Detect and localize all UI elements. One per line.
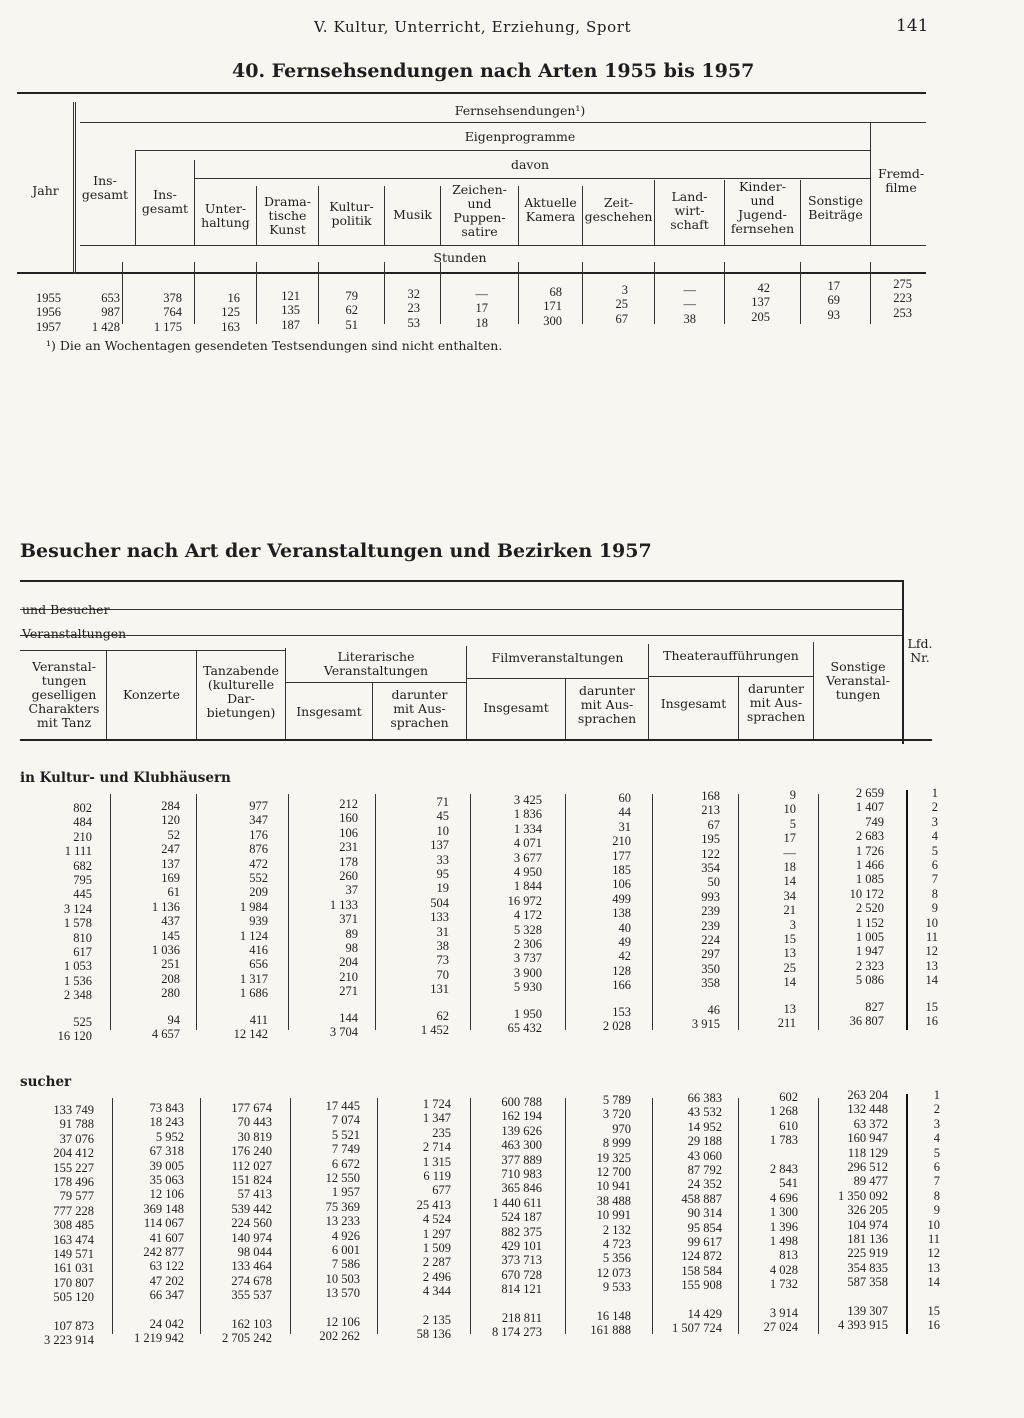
running-title: V. Kultur, Unterricht, Erziehung, Sport xyxy=(314,18,632,36)
col-theater-darunter: darunter mit Aus- sprachen xyxy=(746,681,806,724)
col-film-insgesamt: Insgesamt xyxy=(483,700,549,715)
s1-lfd-nr-totals: 15 16 xyxy=(925,1000,938,1029)
col-aktuelle-kamera: Aktuelle Kamera xyxy=(524,195,577,224)
s1-lit-darunter-totals: 62 1 452 xyxy=(420,1009,449,1038)
grp-theaterauffuehrungen: Theateraufführungen xyxy=(663,648,799,663)
t1-insgesamt-eigen-values: 378 764 1 175 xyxy=(153,291,182,334)
section-besucher: sucher xyxy=(20,1074,72,1090)
s2-konzerte: 73 843 18 243 5 952 67 318 39 005 35 063 12 106 369 148 114 067 41 607 242 877 63 122 47 202 66 347 xyxy=(143,1101,184,1303)
s1-sonstige-totals: 827 36 807 xyxy=(849,1000,884,1029)
t1-aktuelle-values: 68 171 300 xyxy=(543,285,562,328)
col-insgesamt: Ins- gesamt xyxy=(81,173,129,202)
table1-title: 40. Fernsehsendungen nach Arten 1955 bis 1957 xyxy=(232,60,755,82)
col-fremdfilme: Fremd- filme xyxy=(877,166,925,195)
s1-theater-insgesamt: 168 213 67 195 122 354 50 993 239 239 224 297 350 358 xyxy=(701,789,720,991)
col-unterhaltung: Unter- haltung xyxy=(201,201,250,230)
t1-zeichen-values: — 17 18 xyxy=(475,287,488,330)
s2-lfd-nr: 1 2 3 4 5 6 7 8 9 10 11 12 13 14 xyxy=(927,1088,940,1290)
t1-kinder-values: 42 137 205 xyxy=(751,281,770,324)
s2-film-insgesamt: 600 788 162 194 139 626 463 300 377 889 710 983 365 846 1 440 611 524 187 882 375 429 101 373 713 670 728 814 121 xyxy=(492,1095,542,1297)
col-zeitgeschehen: Zeit- geschehen xyxy=(584,195,653,224)
col-insgesamt-eigen: Ins- gesamt xyxy=(141,187,189,216)
col-kulturpolitik: Kultur- politik xyxy=(329,199,374,228)
stunden-header: Stunden xyxy=(433,250,487,265)
t1-kulturpolitik-values: 79 62 51 xyxy=(345,289,358,332)
s2-lit-insgesamt-totals: 12 106 202 262 xyxy=(319,1315,360,1344)
eigenprogramme-header: Eigenprogramme xyxy=(464,129,576,144)
grp-filmveranstaltungen: Filmveranstaltungen xyxy=(491,650,624,665)
col-geselligen-charakters: Veranstal- tungen geselligen Charakters mit Tanz xyxy=(28,659,100,730)
s2-tanzabende: 177 674 70 443 30 819 176 240 112 027 151 824 57 413 539 442 224 560 140 974 98 044 133 464 274 678 355 537 xyxy=(231,1101,272,1303)
s1-tanz-totals: 525 16 120 xyxy=(57,1015,92,1044)
page-number: 141 xyxy=(896,16,929,36)
s2-lfd-nr-totals: 15 16 xyxy=(927,1304,940,1333)
t1-landwirtschaft-values: — — 38 xyxy=(683,283,696,326)
s1-lit-insgesamt: 212 160 106 231 178 260 37 1 133 371 89 98 204 210 271 xyxy=(329,797,358,999)
s1-theater-darunter-totals: 13 211 xyxy=(777,1002,796,1031)
col-sonstige-veranstaltungen: Sonstige Veranstal- tungen xyxy=(826,659,890,702)
s1-theater-darunter: 9 10 5 17 — 18 14 34 21 3 15 13 25 14 xyxy=(783,788,796,990)
col-sonstige-beitraege: Sonstige Beiträge xyxy=(808,193,863,222)
s1-tanzabende-totals: 411 12 142 xyxy=(233,1013,268,1042)
t1-musik-values: 32 23 53 xyxy=(407,287,420,330)
t1-jahr-values: 1955 1956 1957 xyxy=(36,291,61,334)
s2-lit-darunter-totals: 2 135 58 136 xyxy=(416,1313,451,1342)
col-theater-insgesamt: Insgesamt xyxy=(660,696,727,711)
col-musik: Musik xyxy=(393,207,432,222)
s2-tanzabende-totals: 162 103 2 705 242 xyxy=(222,1317,272,1346)
s1-lit-insgesamt-totals: 144 3 704 xyxy=(329,1011,358,1040)
col-tanzabende: Tanzabende (kulturelle Dar- bietungen) xyxy=(203,663,279,720)
col-dramatische-kunst: Drama- tische Kunst xyxy=(264,194,311,237)
s1-theater-insgesamt-totals: 46 3 915 xyxy=(691,1003,720,1032)
t1-sonstige-values: 17 69 93 xyxy=(827,279,840,322)
s1-lfd-nr: 1 2 3 4 5 6 7 8 9 10 11 12 13 14 xyxy=(925,786,938,988)
t1-unterhaltung-values: 16 125 163 xyxy=(221,291,240,334)
s1-tanzabende: 977 347 176 876 472 552 209 1 984 939 1 124 416 656 1 317 1 686 xyxy=(239,799,268,1001)
s2-film-darunter-totals: 16 148 161 888 xyxy=(590,1309,631,1338)
s1-film-insgesamt: 3 425 1 836 1 334 4 071 3 677 4 950 1 844 16 972 4 172 5 328 2 306 3 737 3 900 5 930 xyxy=(507,793,542,995)
hdr-und-besucher: und Besucher xyxy=(22,602,110,617)
col-zeichen-puppensatire: Zeichen- und Puppen- satire xyxy=(452,182,507,239)
s1-film-darunter: 60 44 31 210 177 185 106 499 138 40 49 42 128 166 xyxy=(612,791,631,993)
t1-zeitgeschehen-values: 3 25 67 xyxy=(615,283,628,326)
t1-fremdfilme-values: 275 223 253 xyxy=(893,277,912,320)
col-kinder-jugendfernsehen: Kinder- und Jugend- fernsehen xyxy=(730,179,795,236)
t1-dramatische-values: 121 135 187 xyxy=(281,289,300,332)
s1-film-insgesamt-totals: 1 950 65 432 xyxy=(507,1007,542,1036)
s2-tanz-totals: 107 873 3 223 914 xyxy=(44,1319,94,1348)
col-konzerte: Konzerte xyxy=(123,687,180,702)
fernsehsendungen-header: Fernsehsendungen¹) xyxy=(454,103,586,118)
col-lfd-nr: Lfd. Nr. xyxy=(907,636,933,665)
s2-tanz: 133 749 91 788 37 076 204 412 155 227 178 496 79 577 777 228 308 485 163 474 149 571 161 031 170 807 505 120 xyxy=(53,1103,94,1305)
s1-tanz: 802 484 210 1 111 682 795 445 3 124 1 578 810 617 1 053 1 536 2 348 xyxy=(63,801,92,1003)
col-film-darunter: darunter mit Aus- sprachen xyxy=(577,683,637,726)
s2-theater-insgesamt-totals: 14 429 1 507 724 xyxy=(672,1307,722,1336)
s1-lit-darunter: 71 45 10 137 33 95 19 504 133 31 38 73 70 131 xyxy=(430,795,449,997)
s2-theater-insgesamt: 66 383 43 532 14 952 29 188 43 060 87 792 24 352 458 887 90 314 95 854 99 617 124 872 158 584 155 908 xyxy=(681,1091,722,1293)
s1-konzerte-totals: 94 4 657 xyxy=(151,1013,180,1042)
s1-sonstige: 2 659 1 407 749 2 683 1 726 1 466 1 085 10 172 2 520 1 152 1 005 1 947 2 323 5 086 xyxy=(849,786,884,988)
col-jahr: Jahr xyxy=(32,183,59,198)
col-landwirtschaft: Land- wirt- schaft xyxy=(670,189,709,232)
section-kultur-klubhaeuser: in Kultur- und Klubhäusern xyxy=(20,770,231,786)
grp-literarische: Literarische Veranstaltungen xyxy=(323,649,429,678)
s2-theater-darunter: 602 1 268 610 1 783 2 843 541 4 696 1 300 1 396 1 498 813 4 028 1 732 xyxy=(769,1090,798,1292)
col-lit-darunter: darunter mit Aus- sprachen xyxy=(390,687,449,730)
s2-film-insgesamt-totals: 218 811 8 174 273 xyxy=(492,1311,542,1340)
hdr-veranstaltungen: Veranstaltungen xyxy=(22,626,127,641)
davon-header: davon xyxy=(510,157,550,172)
s1-konzerte: 284 120 52 247 137 169 61 1 136 437 145 1 036 251 208 280 xyxy=(151,799,180,1001)
table1-footnote: ¹) Die an Wochentagen gesendeten Testsendungen sind nicht enthalten. xyxy=(46,338,503,353)
s2-sonstige: 263 204 132 448 63 372 160 947 118 129 296 512 89 477 1 350 092 326 205 104 974 181 136 225 919 354 835 587 358 xyxy=(838,1088,888,1290)
s2-lit-insgesamt: 17 445 7 074 5 521 7 749 6 672 12 550 1 957 75 369 13 233 4 926 6 001 7 586 10 503 13 570 xyxy=(325,1099,360,1301)
t1-insgesamt-values: 653 987 1 428 xyxy=(91,291,120,334)
col-lit-insgesamt: Insgesamt xyxy=(296,704,362,719)
table2-title: Besucher nach Art der Veranstaltungen und Bezirken 1957 xyxy=(20,540,652,562)
s2-film-darunter: 5 789 3 720 970 8 999 19 325 12 700 10 941 38 488 10 991 2 132 4 723 5 356 12 073 9 533 xyxy=(596,1093,631,1295)
s2-sonstige-totals: 139 307 4 393 915 xyxy=(838,1304,888,1333)
s1-film-darunter-totals: 153 2 028 xyxy=(602,1005,631,1034)
s2-konzerte-totals: 24 042 1 219 942 xyxy=(134,1317,184,1346)
s2-lit-darunter: 1 724 1 347 235 2 714 1 315 6 119 677 25 413 4 524 1 297 1 509 2 287 2 496 4 344 xyxy=(416,1097,451,1299)
s2-theater-darunter-totals: 3 914 27 024 xyxy=(763,1306,798,1335)
